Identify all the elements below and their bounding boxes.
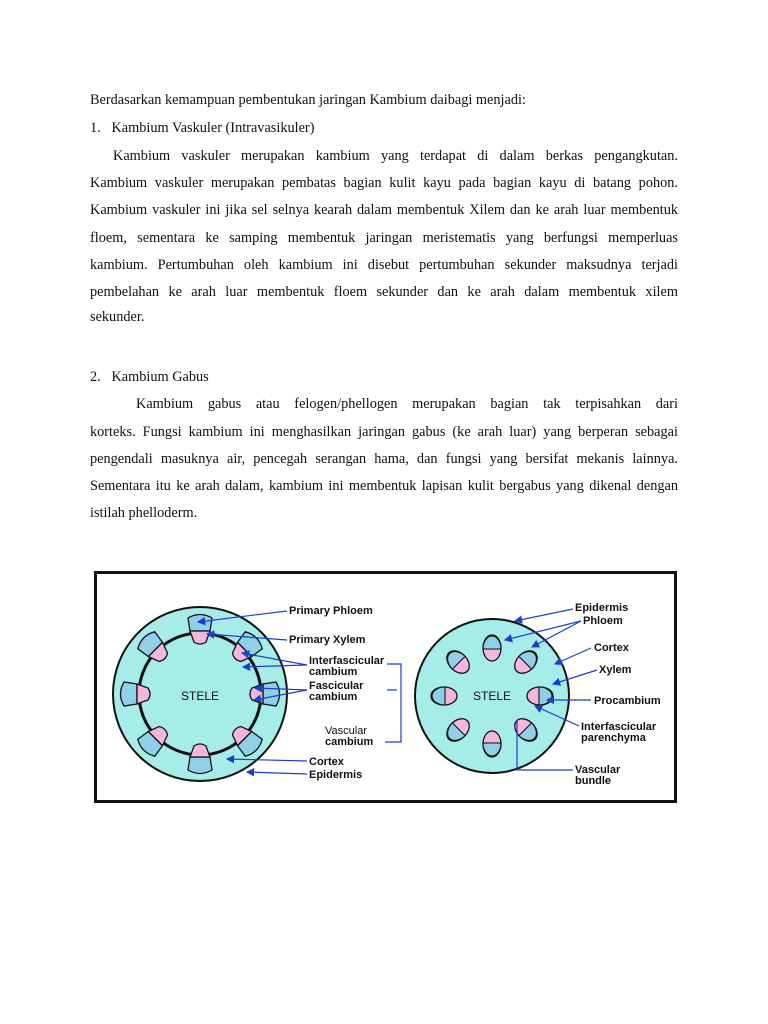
fascicular-label: cambium <box>309 691 358 703</box>
cortex-label: Cortex <box>309 756 344 768</box>
paragraph-line: kambium. Pertumbuhan oleh kambium ini disebut pertumbuhan sekunder maksudnya terjadi <box>90 257 678 273</box>
monocot-stem-diagram <box>415 619 569 773</box>
xylem-label: Xylem <box>599 664 632 676</box>
paragraph-line: Kambium vaskuler merupakan kambium yang terdapat di dalam berkas pengangkutan. <box>113 148 678 164</box>
section-2-heading: 2. Kambium Gabus <box>90 369 209 385</box>
epidermis-label: Epidermis <box>575 602 629 614</box>
vascular-bundle <box>483 731 501 757</box>
paragraph-line: korteks. Fungsi kambium ini menghasilkan jaringan gabus (ke arah luar) yang berperan sebagai <box>90 424 678 440</box>
section-1-heading: 1. Kambium Vaskuler (Intravasikuler) <box>90 120 315 136</box>
stele-label: STELE <box>180 689 220 703</box>
dicot-stem-diagram <box>113 607 287 781</box>
vascular-bundle <box>527 687 553 705</box>
vascular-cambium-label: cambium <box>325 736 374 748</box>
paragraph-line: pembelahan ke arah luar membentuk floem sekunder dan ke arah dalam membentuk xilem <box>90 284 678 300</box>
phloem-label: Phloem <box>583 615 623 627</box>
paragraph-line: istilah phelloderm. <box>90 505 198 521</box>
paragraph-line: Sementara itu ke arah dalam, kambium ini membentuk lapisan kulit bergabus yang dikenal dengan <box>90 478 678 494</box>
vascular-cambium-label: Vascular <box>325 725 367 737</box>
fascicular-label: Fascicular <box>309 680 364 692</box>
primary-phloem-label: Primary Phloem <box>289 605 373 617</box>
interfascicular-parenchyma-label: parenchyma <box>581 732 646 744</box>
stem-diagram <box>97 574 674 800</box>
paragraph-line: Kambium vaskuler ini jika sel selnya kearah dalam membentuk Xilem dan ke arah luar membentuk <box>90 202 678 218</box>
vascular-bundle <box>431 687 457 705</box>
vascular-bundle-label: Vascular <box>575 764 621 776</box>
paragraph-line: sekunder. <box>90 309 145 325</box>
interfascicular-label: cambium <box>309 666 358 678</box>
vascular-bundle-label: bundle <box>575 775 612 787</box>
vascular-bundle <box>483 635 501 661</box>
paragraph-line: Kambium gabus atau felogen/phellogen merupakan bagian tak terpisahkan dari <box>136 396 678 412</box>
procambium-label: Procambium <box>594 695 661 707</box>
primary-xylem-label: Primary Xylem <box>289 634 366 646</box>
intro-line: Berdasarkan kemampuan pembentukan jaringan Kambium daibagi menjadi: <box>90 92 526 108</box>
epidermis-label: Epidermis <box>309 769 363 781</box>
stem-cross-section-figure <box>94 571 677 803</box>
paragraph-line: Kambium vaskuler merupakan pembatas bagian kulit kayu pada bagian kayu di batang pohon. <box>90 175 678 191</box>
paragraph-line: pengendali masuknya air, pencegah serangan hama, dan fungsi yang bersifat mekanis lainnya. <box>90 451 678 467</box>
interfascicular-parenchyma-label: Interfascicular <box>581 721 657 733</box>
interfascicular-label: Interfascicular <box>309 655 385 667</box>
cortex-label: Cortex <box>594 642 629 654</box>
paragraph-line: floem, sementara ke samping membentuk jaringan meristematis yang berfungsi memperluas <box>90 230 678 246</box>
stele-label: STELE <box>472 689 512 703</box>
